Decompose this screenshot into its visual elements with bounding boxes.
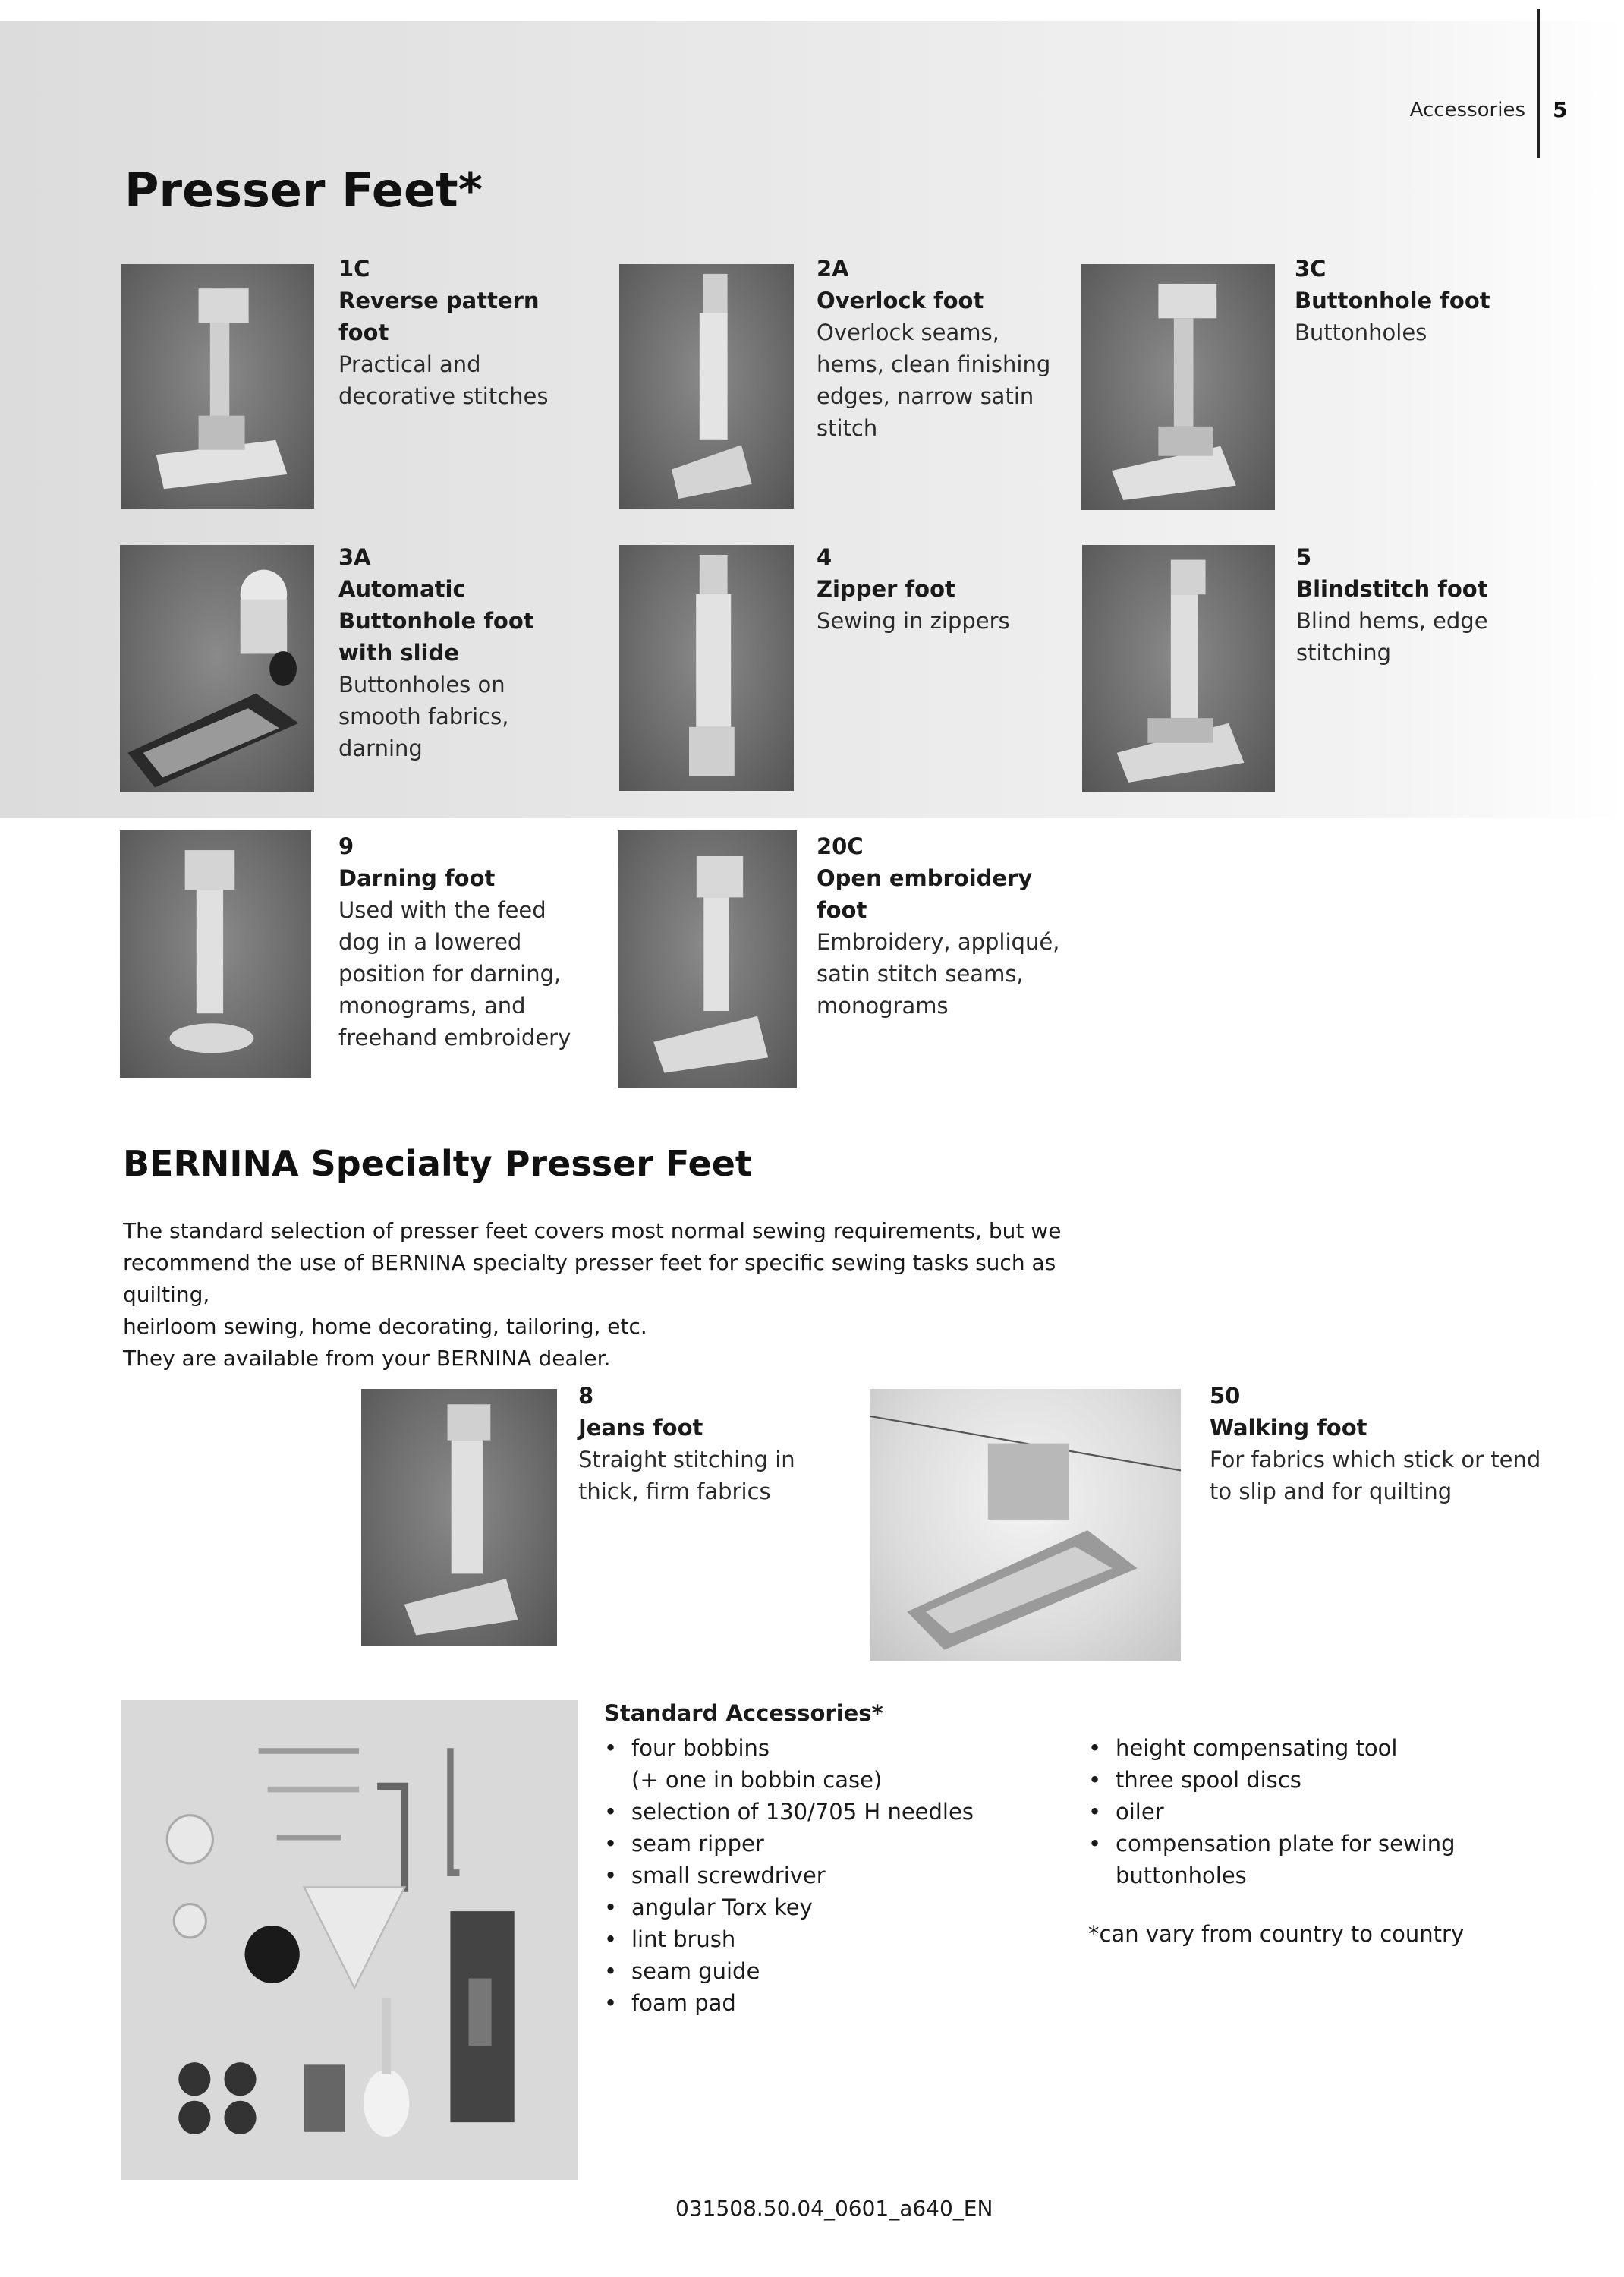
foot-code: 3A: [338, 544, 371, 570]
foot-name: Overlock foot: [817, 288, 984, 313]
foot-description: Straight stitching in thick, firm fabrics: [578, 1447, 795, 1504]
list-item: [1088, 1796, 1544, 1828]
foot-caption-3a: [338, 541, 589, 764]
foot-name: Reverse pattern foot: [338, 288, 540, 345]
item-text: small screwdriver: [631, 1863, 826, 1888]
foot-code: 2A: [817, 256, 849, 282]
foot-name: Buttonhole foot: [1295, 288, 1490, 313]
page-number: 5: [1553, 97, 1568, 122]
item-text: seam ripper: [631, 1831, 764, 1857]
foot-description: Blind hems, edge stitching: [1296, 608, 1488, 666]
foot-caption-20c: [817, 830, 1067, 1022]
presser-foot-8-photo: [361, 1389, 557, 1646]
foot-name: Zipper foot: [817, 576, 955, 602]
foot-caption-2a: [817, 253, 1067, 444]
foot-code: 9: [338, 833, 354, 859]
list-item: [1088, 1828, 1544, 1891]
footnote: *can vary from country to country: [1088, 1921, 1465, 1947]
document-number: 031508.50.04_0601_a640_EN: [675, 2196, 993, 2221]
item-text: four bobbins: [631, 1735, 770, 1761]
foot-code: 1C: [338, 256, 370, 282]
intro-line: recommend the use of BERNINA specialty presser feet for specific sewing tasks such as quilting,: [123, 1250, 1056, 1307]
accessories-list-left: [604, 1732, 1029, 2019]
presser-foot-3a-photo: [120, 545, 314, 792]
presser-foot-4-photo: [619, 545, 794, 791]
foot-code: 5: [1296, 544, 1312, 570]
foot-code: 20C: [817, 833, 864, 859]
foot-code: 4: [817, 544, 832, 570]
list-item: [604, 1891, 1029, 1923]
foot-caption-1c: [338, 253, 589, 412]
foot-caption-9: [338, 830, 589, 1053]
foot-code: 8: [578, 1383, 594, 1409]
foot-name: Blindstitch foot: [1296, 576, 1488, 602]
foot-code: 50: [1210, 1383, 1241, 1409]
foot-name: Open embroidery foot: [817, 865, 1033, 923]
foot-caption-3c: [1295, 253, 1545, 348]
foot-description: Buttonholes on smooth fabrics, darning: [338, 672, 509, 761]
foot-caption-4: [817, 541, 1067, 637]
foot-name: Walking foot: [1210, 1415, 1367, 1441]
item-text: selection of 130/705 H needles: [631, 1799, 974, 1825]
presser-foot-20c-photo: [618, 830, 797, 1088]
foot-description: Buttonholes: [1295, 320, 1427, 345]
list-item: [604, 1955, 1029, 1987]
foot-description: Embroidery, appliqué, satin stitch seams, monograms: [817, 929, 1060, 1019]
accessories-list-right: [1088, 1732, 1544, 1891]
standard-accessories-title: Standard Accessories*: [604, 1700, 883, 1726]
presser-foot-3c-photo: [1081, 264, 1275, 510]
foot-description: Overlock seams, hems, clean finishing edges, narrow satin stitch: [817, 320, 1051, 441]
list-item: [604, 1732, 1029, 1796]
foot-name: Darning foot: [338, 865, 496, 891]
item-text: foam pad: [631, 1990, 736, 2016]
list-item: [604, 1987, 1029, 2019]
foot-description: For fabrics which stick or tend to slip and for quilting: [1210, 1447, 1541, 1504]
foot-description: Practical and decorative stitches: [338, 351, 549, 409]
presser-foot-1c-photo: [121, 264, 314, 509]
specialty-section-title: BERNINA Specialty Presser Feet: [123, 1143, 752, 1184]
foot-code: 3C: [1295, 256, 1327, 282]
item-text: three spool discs: [1116, 1767, 1301, 1793]
item-text: seam guide: [631, 1958, 760, 1984]
foot-description: Sewing in zippers: [817, 608, 1010, 634]
foot-caption-8: [578, 1380, 829, 1507]
foot-name: Jeans foot: [578, 1415, 703, 1441]
list-item: [604, 1923, 1029, 1955]
item-text: compensation plate for sewing: [1116, 1831, 1456, 1857]
item-text: angular Torx key: [631, 1894, 813, 1920]
list-item: [604, 1860, 1029, 1891]
item-text: lint brush: [631, 1926, 736, 1952]
foot-caption-50: [1210, 1380, 1544, 1507]
intro-line: heirloom sewing, home decorating, tailoring, etc.: [123, 1314, 647, 1339]
item-text: oiler: [1116, 1799, 1164, 1825]
presser-foot-9-photo: [120, 830, 311, 1078]
intro-line: The standard selection of presser feet covers most normal sewing requirements, but we: [123, 1218, 1062, 1243]
list-item: [1088, 1732, 1544, 1764]
item-text: height compensating tool: [1116, 1735, 1398, 1761]
presser-foot-50-photo: [870, 1389, 1181, 1661]
list-item: [604, 1796, 1029, 1828]
header-section-label: Accessories: [1409, 99, 1525, 121]
presser-foot-5-photo: [1082, 545, 1275, 792]
presser-foot-2a-photo: [619, 264, 794, 509]
header-divider: [1537, 9, 1540, 158]
list-item: [604, 1828, 1029, 1860]
item-text-continued: (+ one in bobbin case): [631, 1767, 883, 1793]
standard-accessories-photo: [121, 1700, 578, 2180]
page-title: Presser Feet*: [124, 162, 483, 218]
specialty-intro-paragraph: [123, 1215, 1125, 1375]
foot-caption-5: [1296, 541, 1547, 669]
foot-description: Used with the feed dog in a lowered position for darning, monograms, and freehand embroidery: [338, 897, 571, 1050]
intro-line: They are available from your BERNINA dealer.: [123, 1346, 611, 1371]
item-text-continued: buttonholes: [1116, 1863, 1247, 1888]
list-item: [1088, 1764, 1544, 1796]
foot-name: Automatic Buttonhole foot with slide: [338, 576, 534, 666]
